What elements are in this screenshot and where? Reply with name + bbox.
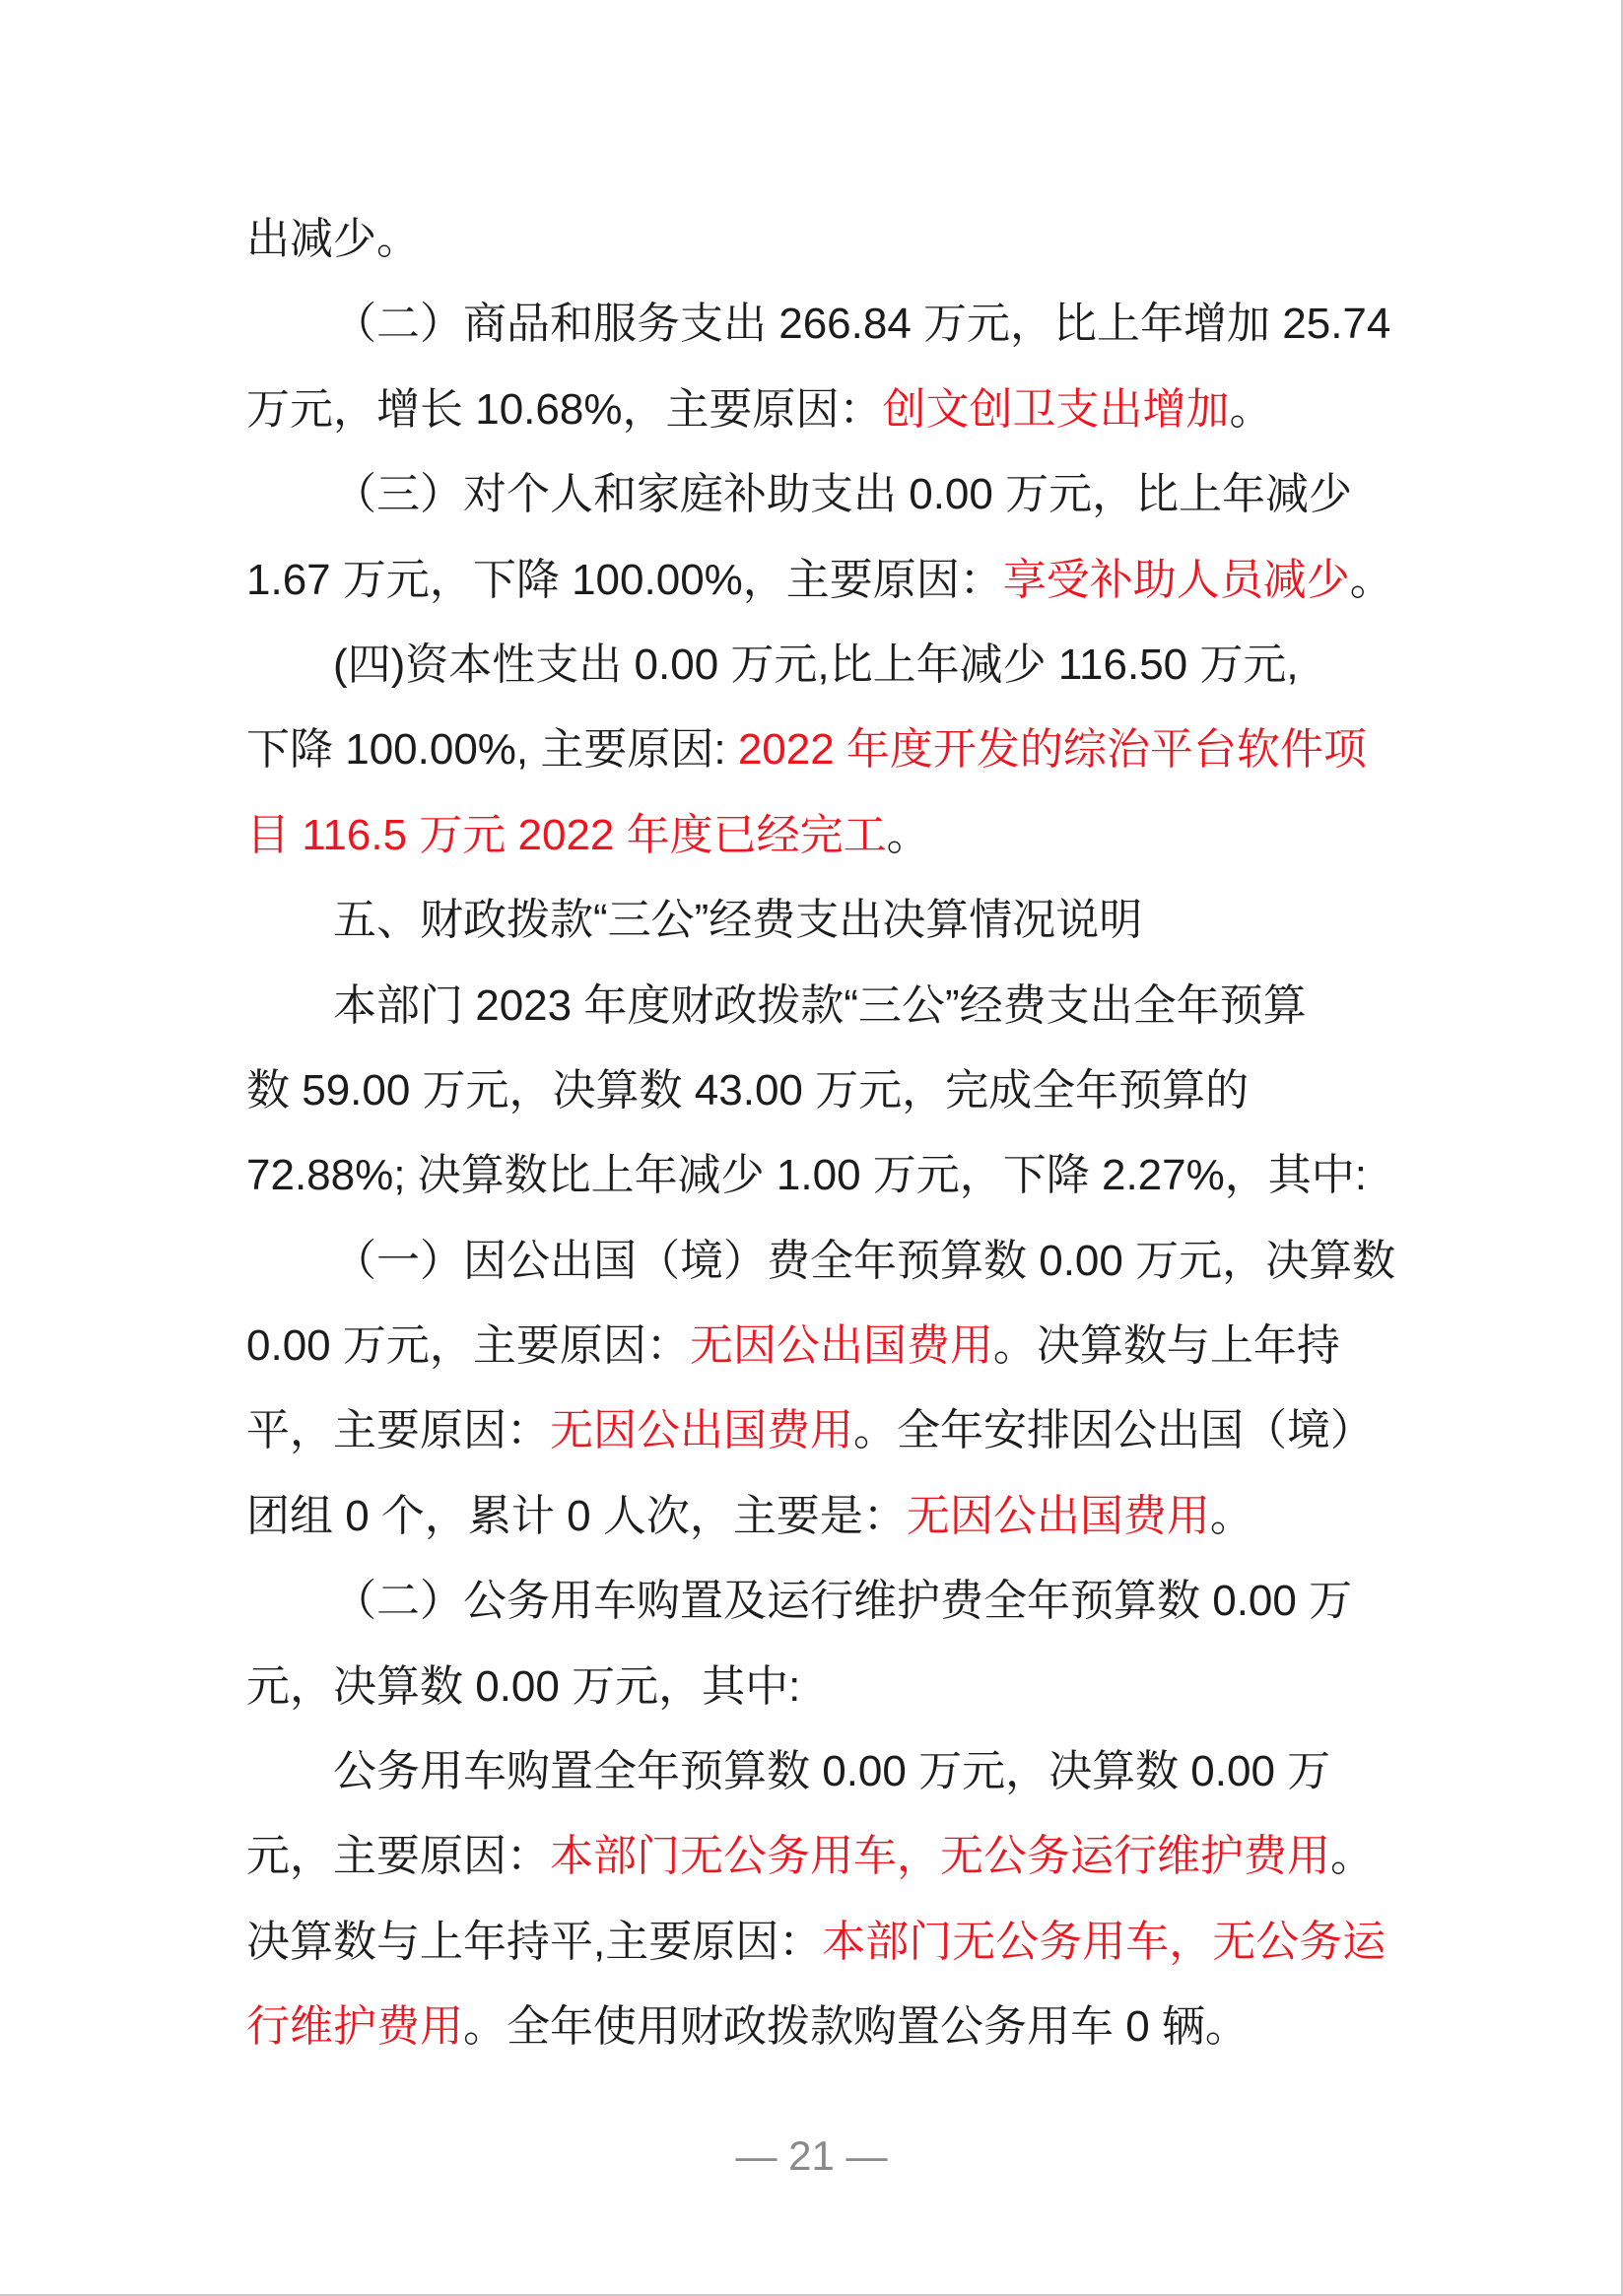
text-segment: 1.67 万元，下降 100.00%，主要原因： <box>246 555 1003 604</box>
highlighted-text: 2022 年度开发的综治平台软件项 <box>737 725 1367 775</box>
section-heading <box>246 878 1429 963</box>
highlighted-text: 本部门无公务用车，无公务运行维护费用 <box>550 1832 1330 1881</box>
text-line <box>246 793 1429 878</box>
text-line <box>246 1645 1429 1729</box>
text-segment: 。 <box>886 810 930 859</box>
text-segment: (四)资本性支出 0.00 万元,比上年减少 116.50 万元, <box>333 640 1299 689</box>
text-line <box>246 1133 1429 1218</box>
highlighted-text: 无因公出国费用 <box>550 1406 853 1455</box>
text-segment: 元，决算数 0.00 万元，其中: <box>246 1661 801 1711</box>
text-line <box>246 1900 1429 1985</box>
text-line <box>246 1729 1429 1814</box>
text-segment: 团组 0 个，累计 0 人次，主要是： <box>246 1491 907 1540</box>
text-segment: 。 <box>1349 555 1393 604</box>
text-segment: 平，主要原因： <box>246 1406 550 1455</box>
text-line <box>246 1219 1429 1304</box>
text-segment: 。全年使用财政拨款购置公务用车 0 辆。 <box>463 2002 1249 2052</box>
text-segment: 数 59.00 万元，决算数 43.00 万元，完成全年预算的 <box>246 1065 1250 1114</box>
text-segment: 下降 100.00%, 主要原因: <box>246 725 738 775</box>
highlighted-text: 目 116.5 万元 2022 年度已经完工 <box>246 810 887 859</box>
text-segment: （二）公务用车购置及运行维护费全年预算数 0.00 万 <box>333 1577 1353 1626</box>
page-number: — 21 — <box>735 2132 888 2179</box>
highlighted-text: 创文创卫支出增加 <box>882 384 1230 434</box>
text-line <box>246 708 1429 792</box>
text-segment: 万元，增长 10.68%，主要原因： <box>246 384 883 434</box>
text-segment: 元，主要原因： <box>246 1832 550 1881</box>
text-line <box>246 538 1429 623</box>
text-line <box>246 1304 1429 1388</box>
text-line <box>246 1559 1429 1644</box>
text-segment: 五、财政拨款“三公”经费支出决算情况说明 <box>333 896 1143 945</box>
text-line <box>246 452 1429 537</box>
text-line <box>246 1985 1429 2069</box>
text-segment: 。 <box>1229 384 1273 434</box>
text-segment: 。 <box>1330 1832 1374 1881</box>
highlighted-text: 享受补助人员减少 <box>1002 555 1350 604</box>
text-line <box>246 623 1429 708</box>
text-line <box>246 368 1429 452</box>
text-segment: 公务用车购置全年预算数 0.00 万元，决算数 0.00 万 <box>333 1747 1331 1796</box>
text-segment: （一）因公出国（境）费全年预算数 0.00 万元，决算数 <box>333 1236 1396 1285</box>
highlighted-text: 无因公出国费用 <box>689 1321 993 1371</box>
text-segment: 。 <box>1209 1491 1253 1540</box>
text-line <box>246 1814 1429 1899</box>
highlighted-text: 行维护费用 <box>246 2002 463 2052</box>
text-line <box>246 964 1429 1048</box>
text-line <box>246 1048 1429 1133</box>
text-line <box>246 197 1429 282</box>
text-segment: 72.88%; 决算数比上年减少 1.00 万元，下降 2.27%，其中: <box>246 1151 1367 1200</box>
text-segment: 。决算数与上年持 <box>992 1321 1340 1371</box>
text-segment: （三）对个人和家庭补助支出 0.00 万元，比上年减少 <box>333 470 1353 519</box>
text-line <box>246 282 1429 367</box>
text-segment: 出减少。 <box>246 215 420 263</box>
highlighted-text: 本部门无公务用车，无公务运 <box>822 1917 1386 1966</box>
text-segment: 决算数与上年持平,主要原因： <box>246 1917 823 1966</box>
text-line <box>246 1388 1429 1473</box>
body-text <box>246 197 1429 2070</box>
text-segment: （二）商品和服务支出 266.84 万元，比上年增加 25.74 <box>333 300 1391 349</box>
highlighted-text: 无因公出国费用 <box>906 1491 1210 1540</box>
text-segment: 0.00 万元，主要原因： <box>246 1321 690 1371</box>
text-line <box>246 1474 1429 1559</box>
text-segment: 。全年安排因公出国（境） <box>853 1406 1374 1455</box>
text-segment: 本部门 2023 年度财政拨款“三公”经费支出全年预算 <box>333 980 1307 1030</box>
